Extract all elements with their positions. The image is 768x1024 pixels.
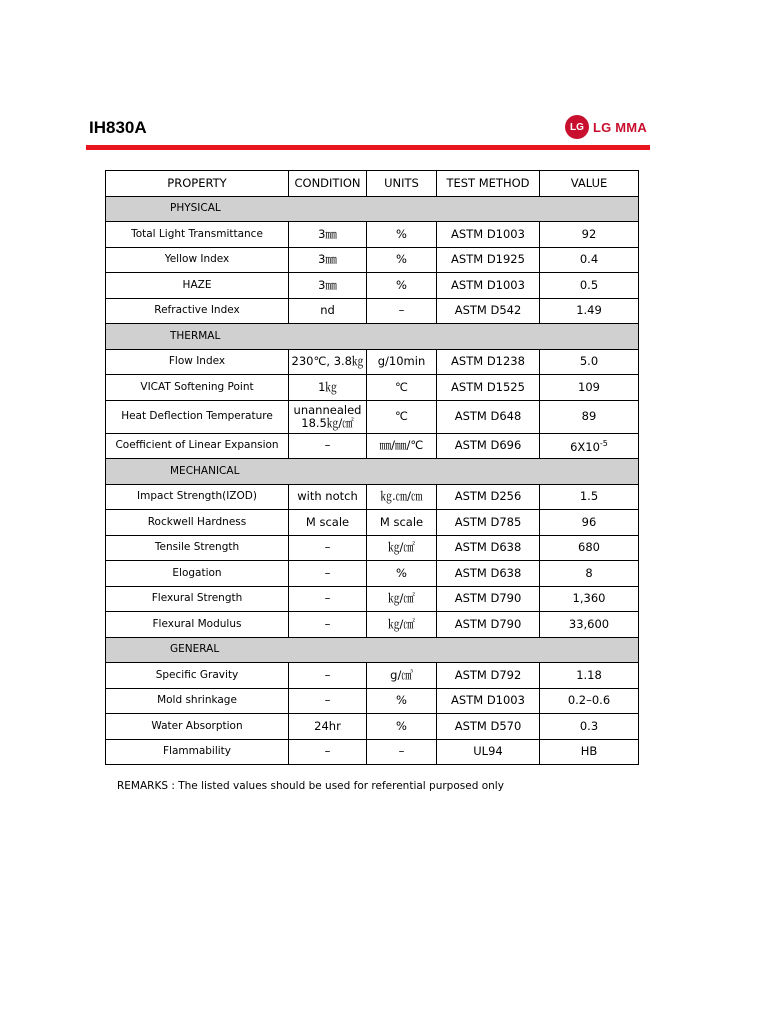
cell-units: %	[367, 222, 437, 248]
cell-test-method: ASTM D648	[437, 400, 540, 433]
cell-condition: 1㎏	[289, 375, 367, 401]
cell-units: M scale	[367, 510, 437, 536]
cell-condition: M scale	[289, 510, 367, 536]
cell-property: Flexural Strength	[106, 586, 289, 612]
cell-value: 0.2–0.6	[540, 688, 639, 714]
cell-value: 0.5	[540, 273, 639, 299]
cell-test-method: ASTM D1003	[437, 222, 540, 248]
lg-mma-logo	[565, 114, 647, 140]
value-base: 6X10	[570, 440, 600, 455]
cell-test-method: ASTM D638	[437, 535, 540, 561]
column-header-condition: CONDITION	[289, 171, 367, 197]
table-row	[106, 535, 639, 561]
cell-property: Specific Gravity	[106, 663, 289, 689]
cell-property: Flexural Modulus	[106, 612, 289, 638]
table-row	[106, 349, 639, 375]
cell-units: ℃	[367, 400, 437, 433]
table-row	[106, 222, 639, 248]
cell-units: %	[367, 561, 437, 587]
cell-value: 0.4	[540, 247, 639, 273]
cell-test-method: ASTM D790	[437, 586, 540, 612]
cell-test-method: ASTM D1525	[437, 375, 540, 401]
cell-units: ℃	[367, 375, 437, 401]
cell-value: 1.18	[540, 663, 639, 689]
column-header-property: PROPERTY	[106, 171, 289, 197]
cell-units: %	[367, 273, 437, 299]
section-row	[106, 196, 639, 222]
property-table	[105, 170, 639, 765]
cell-property: Yellow Index	[106, 247, 289, 273]
cell-property: Heat Deflection Temperature	[106, 400, 289, 433]
cell-test-method: ASTM D696	[437, 433, 540, 459]
cell-property: Flammability	[106, 739, 289, 765]
table-row	[106, 586, 639, 612]
cell-condition: –	[289, 663, 367, 689]
cell-condition: 3㎜	[289, 247, 367, 273]
column-header-value: VALUE	[540, 171, 639, 197]
section-label: MECHANICAL	[106, 459, 639, 485]
cell-property: Refractive Index	[106, 298, 289, 324]
cell-property: Coefficient of Linear Expansion	[106, 433, 289, 459]
cell-condition-line: 18.5㎏/㎠	[301, 415, 354, 430]
document-title: IH830A	[89, 118, 147, 137]
table-row	[106, 400, 639, 433]
cell-test-method: ASTM D1925	[437, 247, 540, 273]
cell-property: Tensile Strength	[106, 535, 289, 561]
cell-test-method: ASTM D1238	[437, 349, 540, 375]
table-row	[106, 298, 639, 324]
table-header-row	[106, 171, 639, 197]
logo-text: LG MMA	[593, 119, 647, 135]
cell-units: ㎏.㎝/㎝	[367, 484, 437, 510]
section-label: THERMAL	[106, 324, 639, 350]
cell-test-method: ASTM D792	[437, 663, 540, 689]
lg-logo-icon: LG	[565, 115, 589, 139]
cell-units: ㎏/㎠	[367, 612, 437, 638]
cell-condition: 24hr	[289, 714, 367, 740]
cell-condition: –	[289, 612, 367, 638]
cell-value: 92	[540, 222, 639, 248]
cell-condition: 3㎜	[289, 273, 367, 299]
table-row	[106, 510, 639, 536]
table-row	[106, 433, 639, 459]
cell-units: ㎏/㎠	[367, 535, 437, 561]
section-label: GENERAL	[106, 637, 639, 663]
cell-condition: –	[289, 739, 367, 765]
cell-property: Water Absorption	[106, 714, 289, 740]
cell-value: 33,600	[540, 612, 639, 638]
cell-condition: –	[289, 561, 367, 587]
table-row	[106, 273, 639, 299]
cell-value: 1,360	[540, 586, 639, 612]
cell-condition: 3㎜	[289, 222, 367, 248]
cell-property: VICAT Softening Point	[106, 375, 289, 401]
cell-test-method: ASTM D790	[437, 612, 540, 638]
cell-test-method: ASTM D638	[437, 561, 540, 587]
cell-test-method: ASTM D1003	[437, 688, 540, 714]
table-body	[106, 196, 639, 765]
table-row	[106, 739, 639, 765]
table-row	[106, 714, 639, 740]
cell-units: ㎏/㎠	[367, 586, 437, 612]
cell-condition: 230℃, 3.8㎏	[289, 349, 367, 375]
cell-test-method: UL94	[437, 739, 540, 765]
table-row	[106, 375, 639, 401]
cell-condition: nd	[289, 298, 367, 324]
cell-value: 89	[540, 400, 639, 433]
cell-units: g/10min	[367, 349, 437, 375]
remarks-note: REMARKS : The listed values should be used for referential purposed only	[117, 780, 504, 792]
cell-condition-line: unannealed	[293, 402, 362, 417]
cell-value: 680	[540, 535, 639, 561]
cell-condition: –	[289, 586, 367, 612]
section-label: PHYSICAL	[106, 196, 639, 222]
cell-value: 8	[540, 561, 639, 587]
cell-property: Elogation	[106, 561, 289, 587]
cell-property: Mold shrinkage	[106, 688, 289, 714]
table-row	[106, 561, 639, 587]
cell-condition: –	[289, 535, 367, 561]
cell-property: Flow Index	[106, 349, 289, 375]
cell-value: HB	[540, 739, 639, 765]
table-row	[106, 663, 639, 689]
header-divider	[86, 145, 650, 150]
table-row	[106, 484, 639, 510]
table-row	[106, 247, 639, 273]
cell-value: 5.0	[540, 349, 639, 375]
cell-property: Impact Strength(IZOD)	[106, 484, 289, 510]
column-header-test-method: TEST METHOD	[437, 171, 540, 197]
cell-test-method: ASTM D785	[437, 510, 540, 536]
cell-units: –	[367, 739, 437, 765]
section-row	[106, 637, 639, 663]
cell-condition: –	[289, 688, 367, 714]
cell-units: g/㎤	[367, 663, 437, 689]
cell-value: 96	[540, 510, 639, 536]
cell-units: –	[367, 298, 437, 324]
cell-property: HAZE	[106, 273, 289, 299]
cell-property: Rockwell Hardness	[106, 510, 289, 536]
cell-units: %	[367, 247, 437, 273]
cell-value	[540, 433, 639, 459]
cell-test-method: ASTM D542	[437, 298, 540, 324]
table-row	[106, 688, 639, 714]
cell-condition	[289, 400, 367, 433]
cell-units: %	[367, 714, 437, 740]
cell-test-method: ASTM D1003	[437, 273, 540, 299]
cell-condition: –	[289, 433, 367, 459]
table-row	[106, 612, 639, 638]
section-row	[106, 324, 639, 350]
cell-units: ㎜/㎜/℃	[367, 433, 437, 459]
value-exponent: -5	[599, 439, 608, 449]
cell-test-method: ASTM D256	[437, 484, 540, 510]
cell-value: 1.5	[540, 484, 639, 510]
section-row	[106, 459, 639, 485]
cell-units: %	[367, 688, 437, 714]
cell-test-method: ASTM D570	[437, 714, 540, 740]
cell-value: 0.3	[540, 714, 639, 740]
cell-value: 109	[540, 375, 639, 401]
column-header-units: UNITS	[367, 171, 437, 197]
cell-value: 1.49	[540, 298, 639, 324]
cell-property: Total Light Transmittance	[106, 222, 289, 248]
cell-condition: with notch	[289, 484, 367, 510]
